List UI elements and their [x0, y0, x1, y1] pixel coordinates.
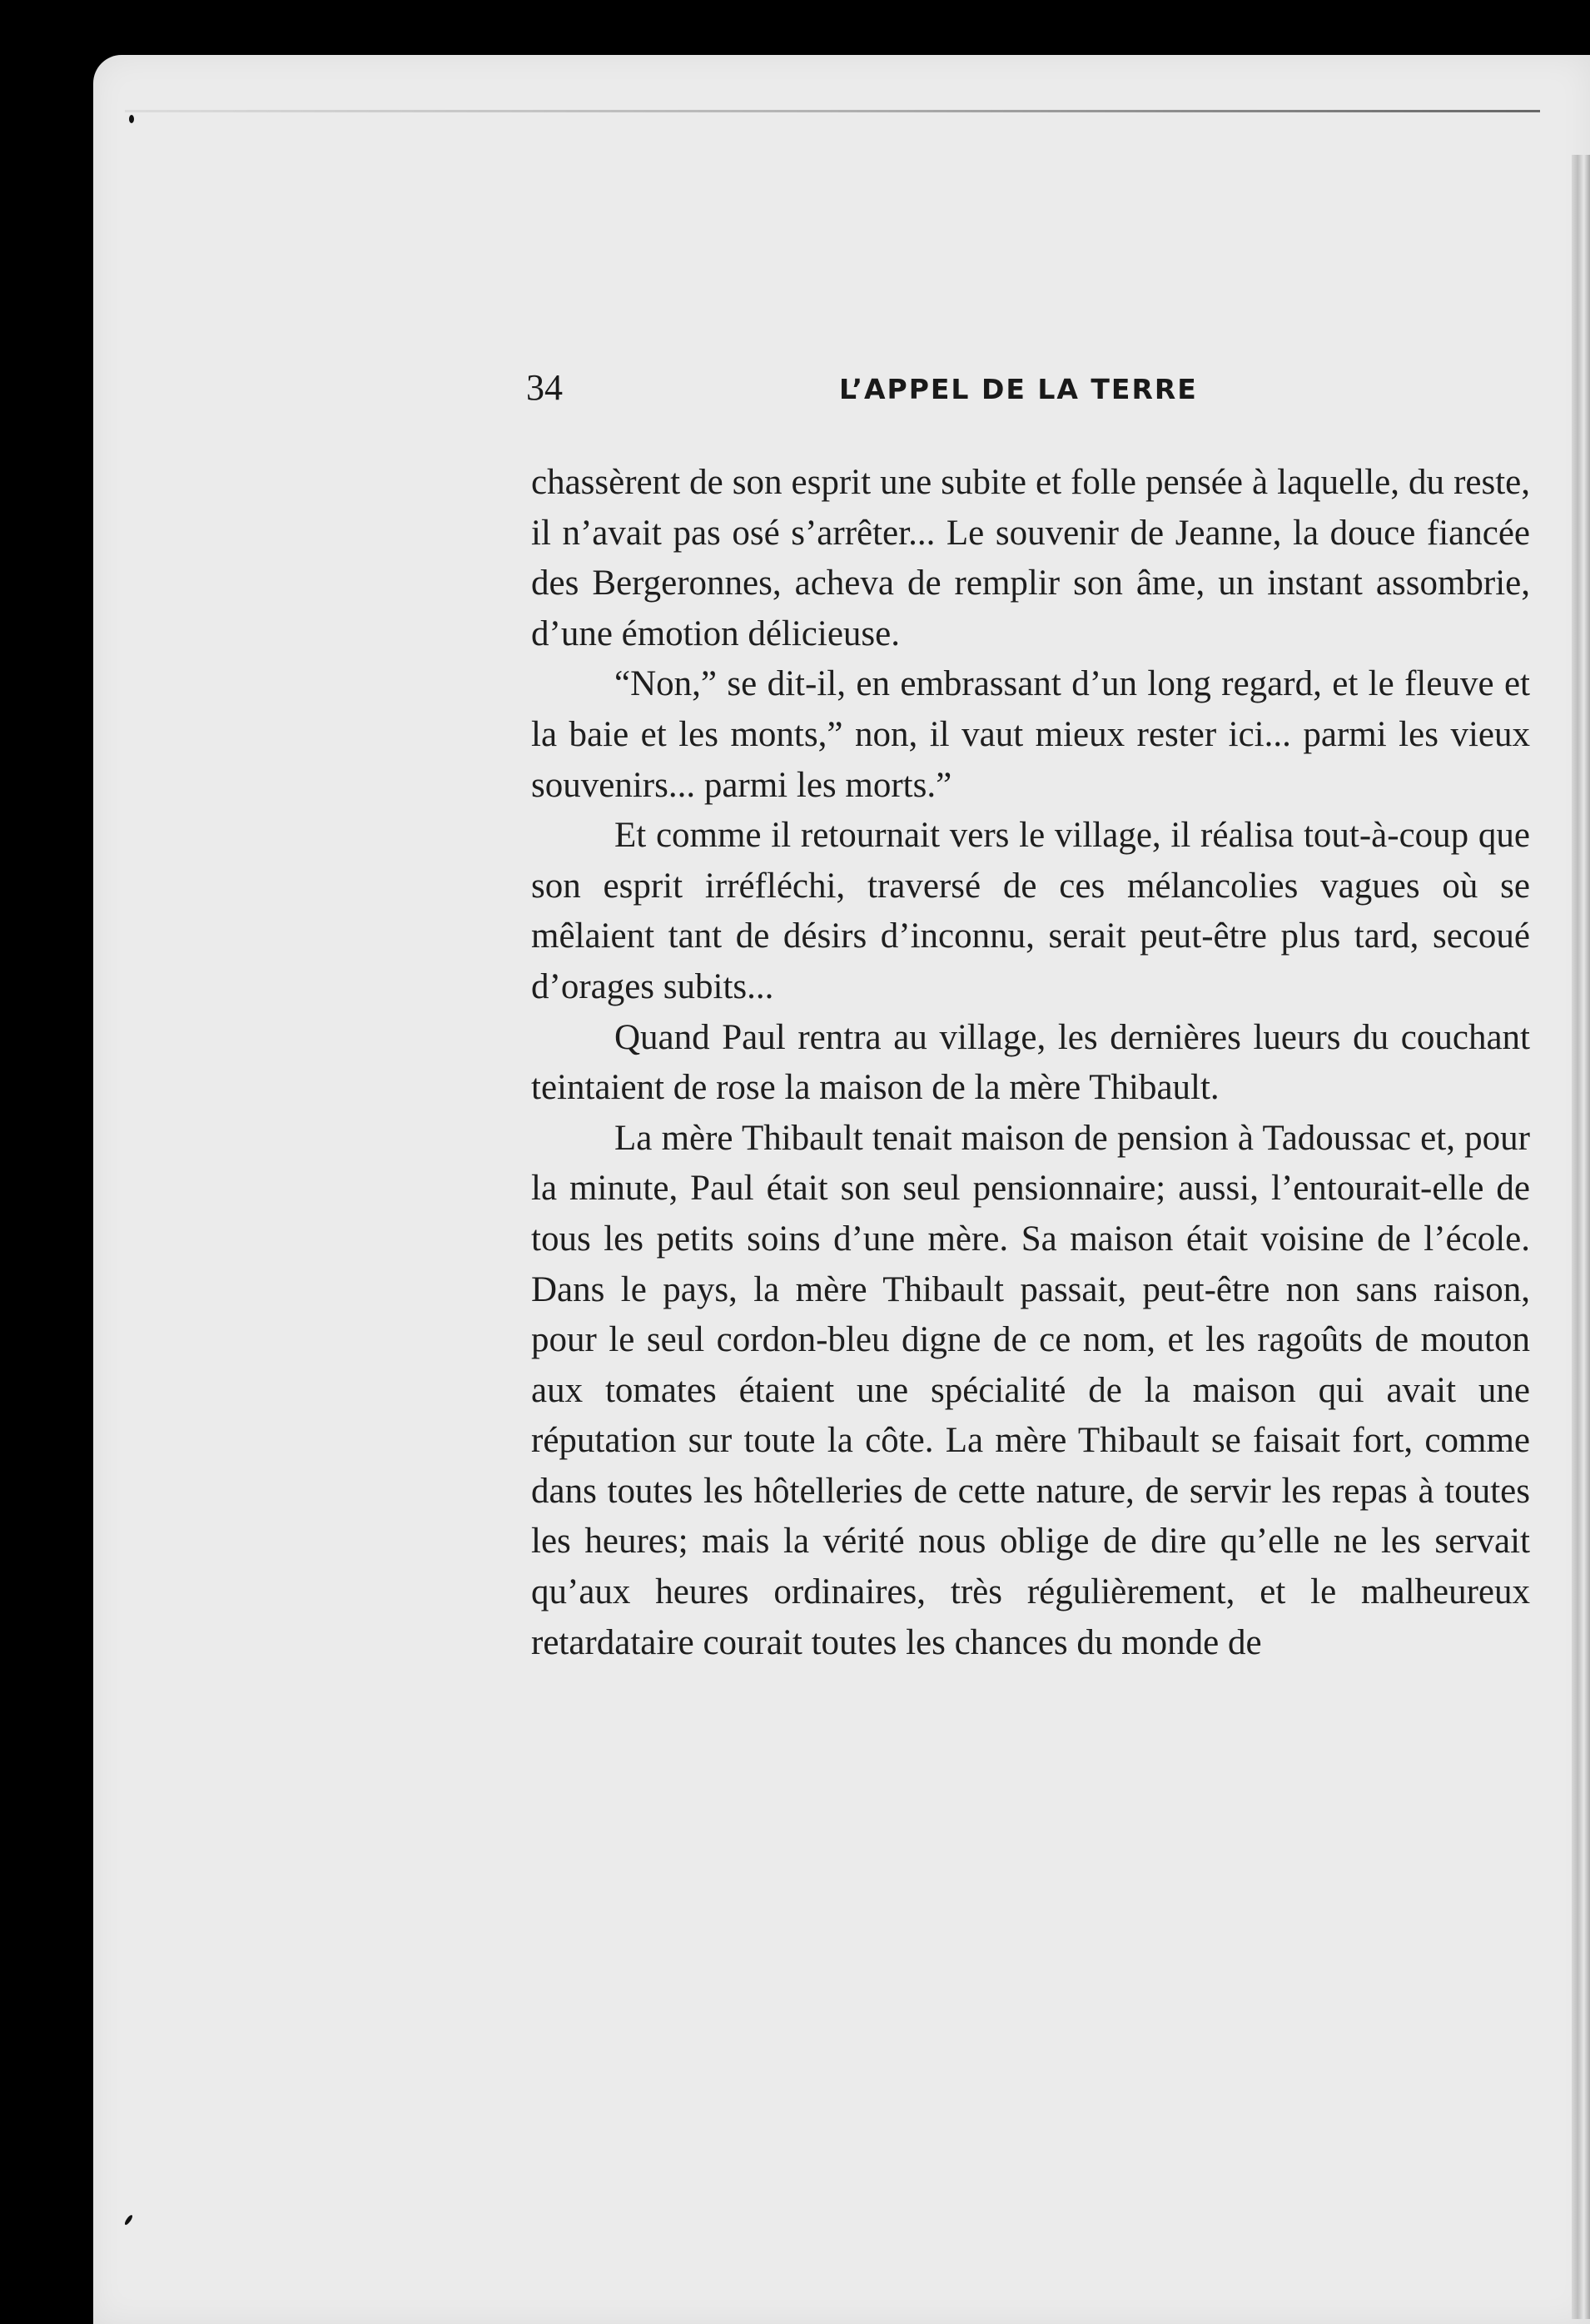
- dust-speck: [129, 115, 134, 123]
- running-head-title: L’APPEL DE LA TERRE: [839, 373, 1198, 405]
- page-number: 34: [526, 367, 563, 408]
- running-head: [526, 366, 1214, 408]
- body-text: [531, 458, 1530, 1668]
- page-top-line: [125, 110, 1540, 112]
- paragraph-3: Et comme il retournait vers le village, il réalisa tout-à-coup que son esprit irréfléchi, traversé de ces mélancolies vagues où se mêlaient tant de désirs d’inconnu, serait peut-être plus tard, secoué d’orages subits...: [531, 816, 1530, 1006]
- paragraph-5: La mère Thibault tenait maison de pension à Tadoussac et, pour la minute, Paul était son seul pensionnaire; aussi, l’entourait-elle de tous les petits soins d’une mère. Sa maison était voisine de l’école. Dans le pays, la mère Thibault passait, peut-être non sans raison, pour le seul cordon-bleu digne de ce nom, et les ragoûts de mouton aux tomates étaient une spécialité de la maison qui avait une réputation sur toute la côte. La mère Thibault se faisait fort, comme dans toutes les hôtelleries de cette nature, de servir les repas à toutes les heures; mais la vérité nous oblige de dire qu’elle ne les servait qu’aux heures ordinaires, très régulièrement, et le malheureux retardataire courait toutes les chances du monde de: [531, 1118, 1530, 1662]
- paragraph-1: chassèrent de son esprit une subite et folle pensée à laquelle, du reste, il n’avait pas osé s’arrêter... Le souvenir de Jeanne, la douce fiancée des Bergeronnes, acheva de remplir son âme, un instant assombrie, d’une émotion délicieuse.: [531, 463, 1530, 653]
- page-edge: [1572, 155, 1590, 2319]
- paragraph-4: Quand Paul rentra au village, les dernières lueurs du couchant teintaient de rose la maison de la mère Thibault.: [531, 1017, 1530, 1108]
- paragraph-2: “Non,” se dit-il, en embrassant d’un long regard, et le fleuve et la baie et les monts,” non, il vaut mieux rester ici... parmi les vieux souvenirs... parmi les morts.”: [531, 664, 1530, 805]
